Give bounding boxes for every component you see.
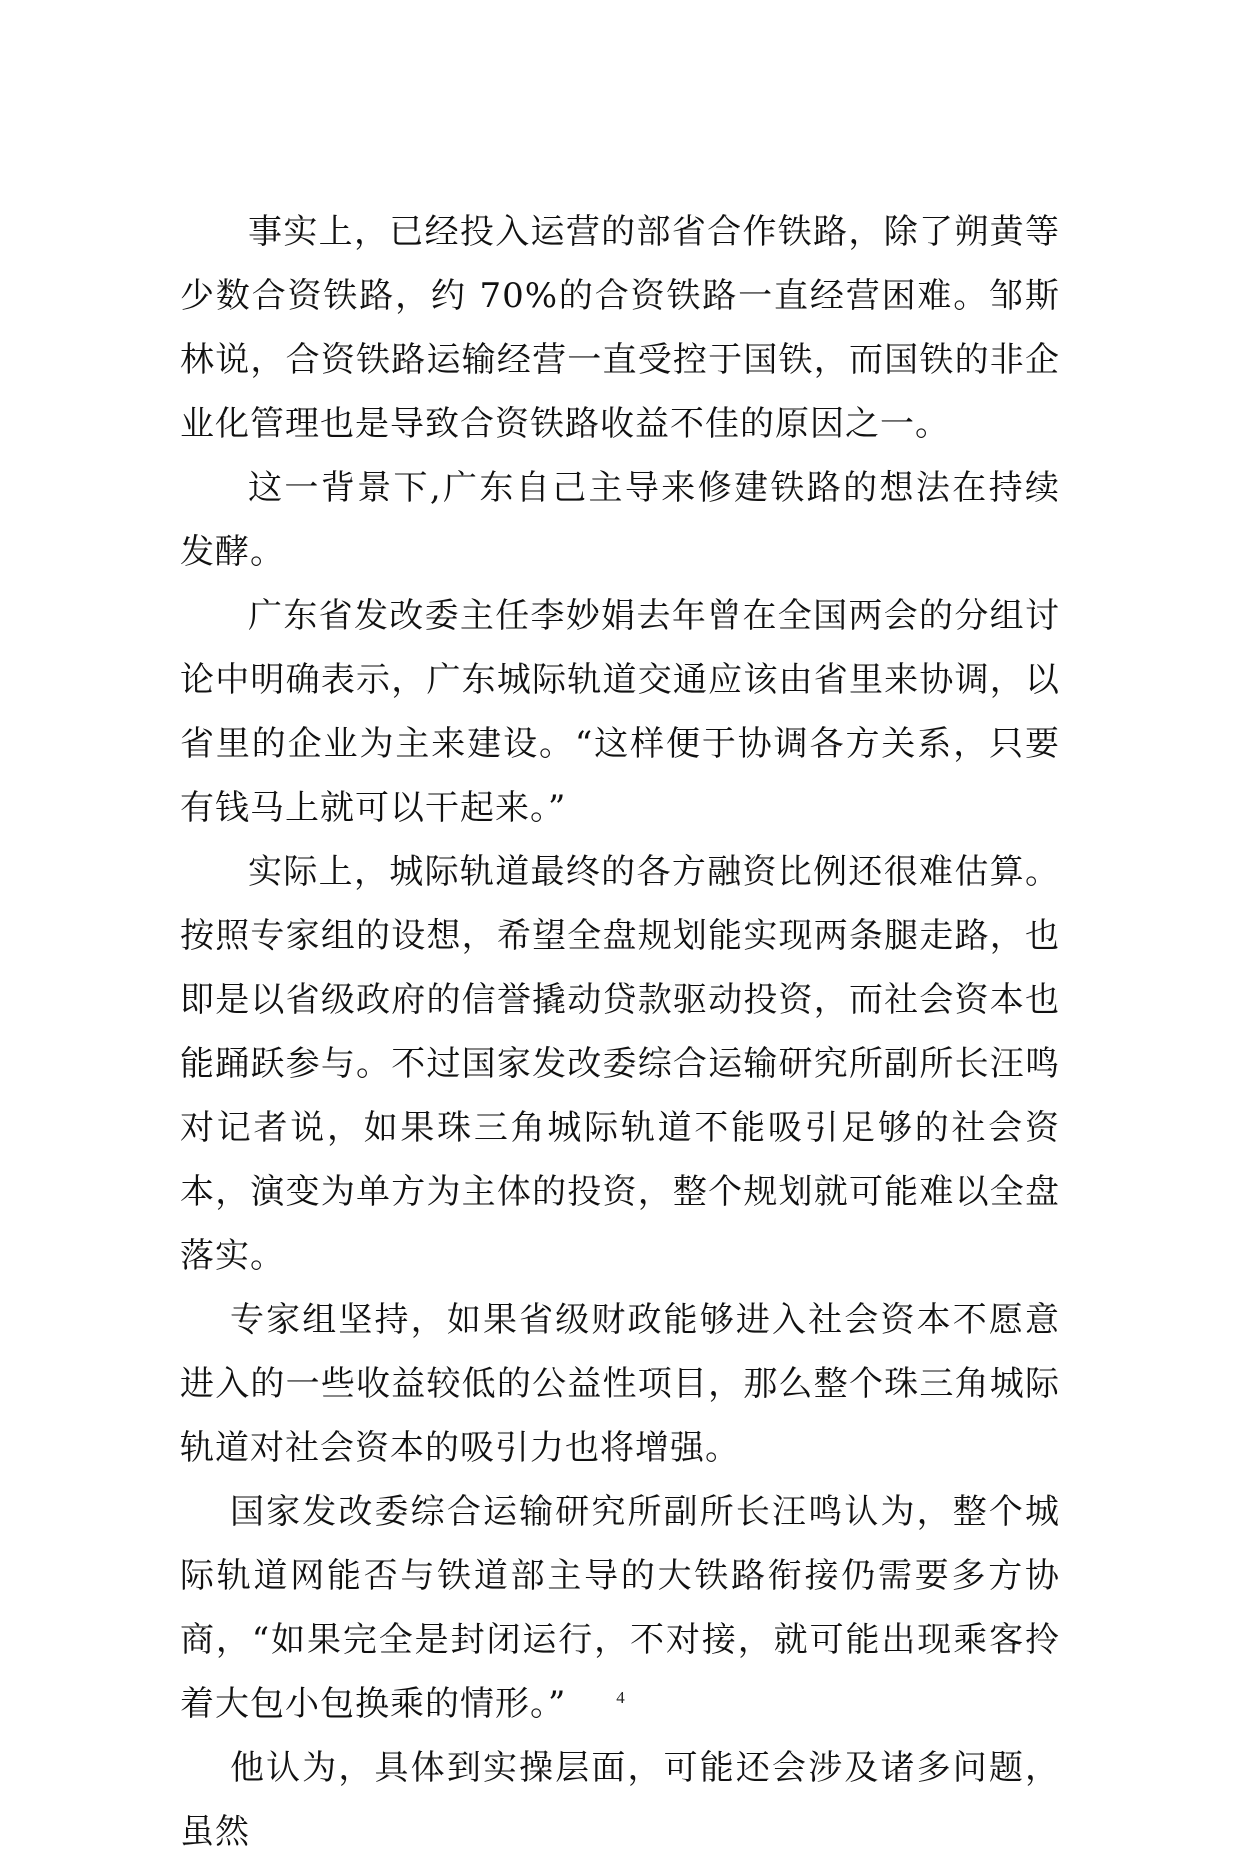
paragraph-6: 国家发改委综合运输研究所副所长汪鸣认为，整个城际轨道网能否与铁道部主导的大铁路衔接仍需要多方协商，“如果完全是封闭运行，不对接，就可能出现乘客拎着大包小包换乘的情形。”	[180, 1492, 1060, 1724]
body-text	[180, 200, 1060, 1864]
paragraph-3: 广东省发改委主任李妙娟去年曾在全国两会的分组讨论中明确表示，广东城际轨道交通应该由省里来协调，以省里的企业为主来建设。“这样便于协调各方关系，只要有钱马上就可以干起来。”	[180, 596, 1060, 828]
paragraph-2: 这一背景下,广东自己主导来修建铁路的想法在持续发酵。	[180, 468, 1060, 572]
paragraph-5: 专家组坚持，如果省级财政能够进入社会资本不愿意进入的一些收益较低的公益性项目，那么整个珠三角城际轨道对社会资本的吸引力也将增强。	[180, 1300, 1060, 1468]
paragraph-7: 他认为，具体到实操层面，可能还会涉及诸多问题，虽然	[180, 1748, 1060, 1852]
paragraph-1: 事实上，已经投入运营的部省合作铁路，除了朔黄等少数合资铁路，约 70%的合资铁路一直经营困难。邹斯林说，合资铁路运输经营一直受控于国铁，而国铁的非企业化管理也是导致合资铁路收益不佳的原因之一。	[180, 212, 1060, 444]
page-number: 4	[616, 1688, 625, 1707]
paragraph-4: 实际上，城际轨道最终的各方融资比例还很难估算。按照专家组的设想，希望全盘规划能实现两条腿走路，也即是以省级政府的信誉撬动贷款驱动投资，而社会资本也能踊跃参与。不过国家发改委综合运输研究所副所长汪鸣对记者说，如果珠三角城际轨道不能吸引足够的社会资本，演变为单方为主体的投资，整个规划就可能难以全盘落实。	[180, 852, 1060, 1276]
